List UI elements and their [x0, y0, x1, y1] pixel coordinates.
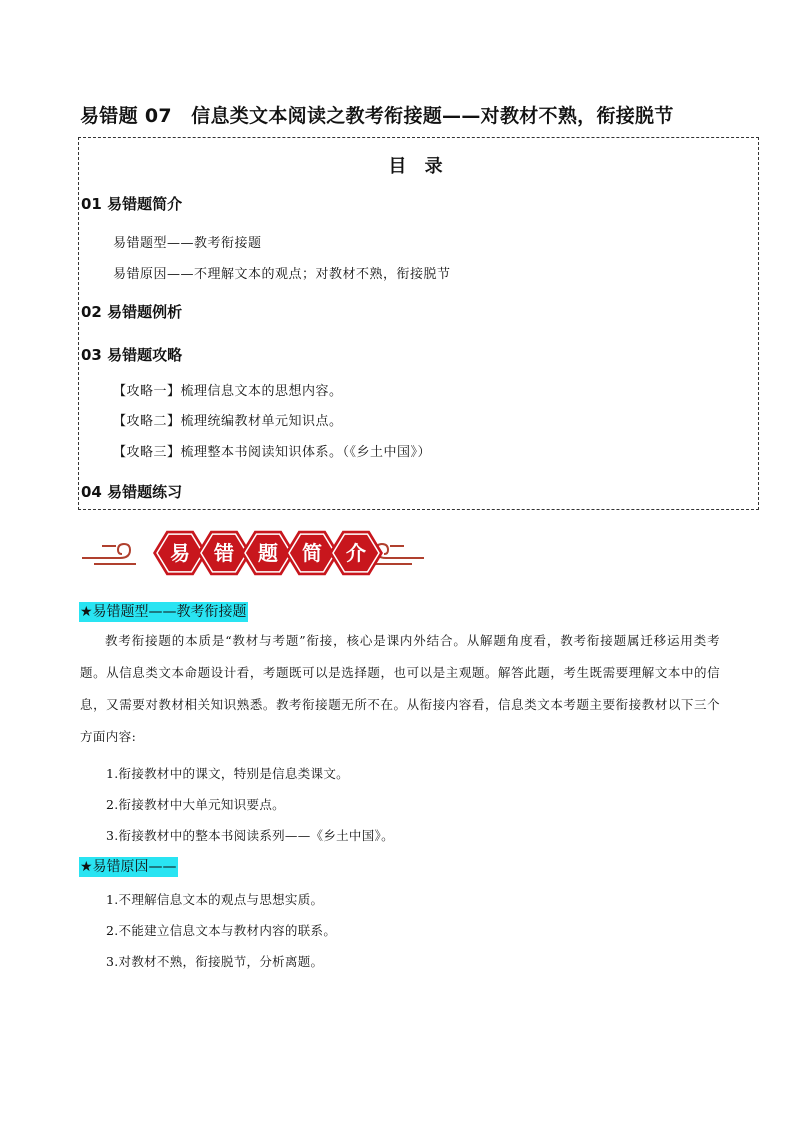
list-item: 2.衔接教材中大单元知识要点。: [106, 797, 285, 812]
banner-char: 错: [214, 541, 234, 565]
list-item: 1.不理解信息文本的观点与思想实质。: [106, 892, 324, 907]
type-label: ★易错题型——教考衔接题: [80, 604, 247, 620]
toc-item: 易错原因——不理解文本的观点；对教材不熟，衔接脱节: [113, 267, 451, 282]
toc-section-4: 04 易错题练习: [81, 483, 183, 501]
toc-item: 【攻略二】梳理统编教材单元知识点。: [113, 414, 343, 429]
reason-label: ★易错原因——: [80, 859, 177, 875]
toc-heading: 目 录: [388, 156, 449, 177]
list-item: 1.衔接教材中的课文，特别是信息类课文。: [106, 766, 349, 781]
toc-item: 易错题型——教考衔接题: [113, 236, 262, 251]
list-item: 3.衔接教材中的整本书阅读系列——《乡土中国》。: [106, 828, 394, 843]
banner-left-ornament: [82, 544, 136, 564]
toc-section-1: 01 易错题简介: [81, 195, 183, 213]
banner-char: 介: [346, 541, 366, 565]
table-of-contents: [78, 137, 759, 510]
toc-section-3: 03 易错题攻略: [81, 346, 183, 364]
toc-item: 【攻略三】梳理整本书阅读知识体系。（《乡土中国》）: [113, 445, 432, 460]
banner-char: 易: [170, 541, 190, 565]
toc-section-2: 02 易错题例析: [81, 303, 183, 321]
list-item: 3.对教材不熟，衔接脱节，分析离题。: [106, 954, 324, 969]
section-banner: [80, 524, 426, 582]
banner-char: 简: [302, 541, 322, 565]
toc-item: 【攻略一】梳理信息文本的思想内容。: [113, 384, 343, 399]
type-paragraph: 教考衔接题的本质是“教材与考题”衔接，核心是课内外结合。从解题角度看，教考衔接题属迁移运用类考题。从信息类文本命题设计看，考题既可以是选择题，也可以是主观题。解答此题，考生既需要理解文本中的信息，又需要对教材相关知识熟悉。教考衔接题无所不在。从衔接内容看，信息类文本考题主要衔接教材以下三个方面内容:: [80, 633, 720, 744]
document-title: 易错题 07 信息类文本阅读之教考衔接题——对教材不熟，衔接脱节: [80, 105, 674, 127]
banner-hexagons: [153, 531, 383, 575]
list-item: 2.不能建立信息文本与教材内容的联系。: [106, 923, 337, 938]
banner-char: 题: [258, 541, 278, 565]
